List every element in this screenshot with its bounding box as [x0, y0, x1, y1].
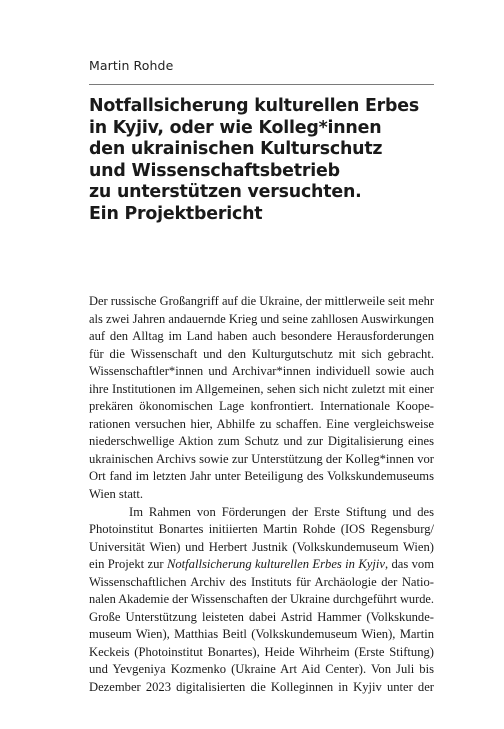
title-line: Ein Projektbericht: [89, 203, 263, 224]
body-paragraph-1: [89, 293, 434, 504]
text-line: ukrainischen Archivs sowie zur Unterstützung der Kolleg*innen vor: [89, 451, 434, 466]
text-line: auf den Alltag im Land haben auch besondere Herausforderungen: [89, 329, 434, 344]
text-line: museum Wien), Matthias Beitl (Volkskundemuseum Wien), Martin: [89, 627, 434, 642]
text-line: nalen Akademie der Wissenschaften der Ukraine durchgeführt wurde.: [89, 592, 434, 607]
title-line: in Kyjiv, oder wie Kolleg*innen: [89, 117, 382, 138]
title-line: Notfallsicherung kulturellen Erbes: [89, 96, 420, 116]
text-line: Dezember 2023 digitalisierten die Kolleginnen in Kyjiv unter der: [89, 680, 434, 695]
text-line: Wissenschaftlichen Archiv des Instituts für Archäologie der Natio-: [89, 574, 434, 589]
article-body: [89, 293, 434, 697]
header-rule: [89, 84, 434, 85]
text-line: niederschwellige Aktion zum Schutz und zur Digitalisierung eines: [89, 434, 434, 449]
text-line: Der russische Großangriff auf die Ukraine, der mittlerweile seit mehr: [89, 294, 434, 308]
text-line: ihre Institutionen im Allgemeinen, sehen sich nicht zuletzt mit einer: [89, 381, 434, 396]
text-line: Im Rahmen von Förderungen der Erste Stiftung und des: [129, 504, 434, 519]
article-title: [89, 96, 449, 226]
text-line: Universität Wien) und Herbert Justnik (Volkskundemuseum Wien): [89, 539, 434, 554]
text-line: Wien statt.: [89, 487, 144, 502]
title-line: zu unterstützen versuchten.: [89, 182, 362, 203]
text-run: , das vom: [384, 557, 434, 572]
text-line: für die Wissenschaft und den Kulturgutschutz mit sich gebracht.: [89, 346, 434, 361]
text-line: rationen versuchen hier, Abhilfe zu schaffen. Eine vergleichsweise: [89, 416, 434, 431]
text-line: Keckeis (Photoinstitut Bonartes), Heide Wihrheim (Erste Stiftung): [89, 644, 434, 659]
text-line: als zwei Jahren andauernde Krieg und seine zahllosen Auswirkungen: [89, 311, 434, 326]
title-line: den ukrainischen Kulturschutz: [89, 139, 383, 160]
text-line: Photoinstitut Bonartes initiierten Martin Rohde (IOS Regensburg/: [89, 522, 434, 537]
text-line: Ort fand im letzten Jahr unter Beteiligung des Volkskundemuseums: [89, 469, 434, 484]
text-run: ein Projekt zur: [89, 557, 167, 572]
text-line: und Yevgeniya Kozmenko (Ukraine Art Aid Center). Von Juli bis: [89, 662, 434, 677]
text-line: [89, 556, 434, 574]
text-line: Wissenschaftler*innen und Archivar*innen individuell sowie auch: [89, 364, 434, 379]
project-title-italic: Notfallsicherung kulturellen Erbes in Kyjiv: [166, 557, 385, 572]
text-line: prekären ökonomischen Lage konfrontiert. Internationale Koope-: [89, 399, 434, 414]
body-paragraph-2: [89, 504, 434, 697]
author-name: Martin Rohde: [89, 58, 174, 73]
title-line: und Wissenschaftsbetrieb: [89, 160, 340, 181]
text-line: Große Unterstützung leisteten dabei Astrid Hammer (Volkskunde-: [89, 609, 434, 624]
